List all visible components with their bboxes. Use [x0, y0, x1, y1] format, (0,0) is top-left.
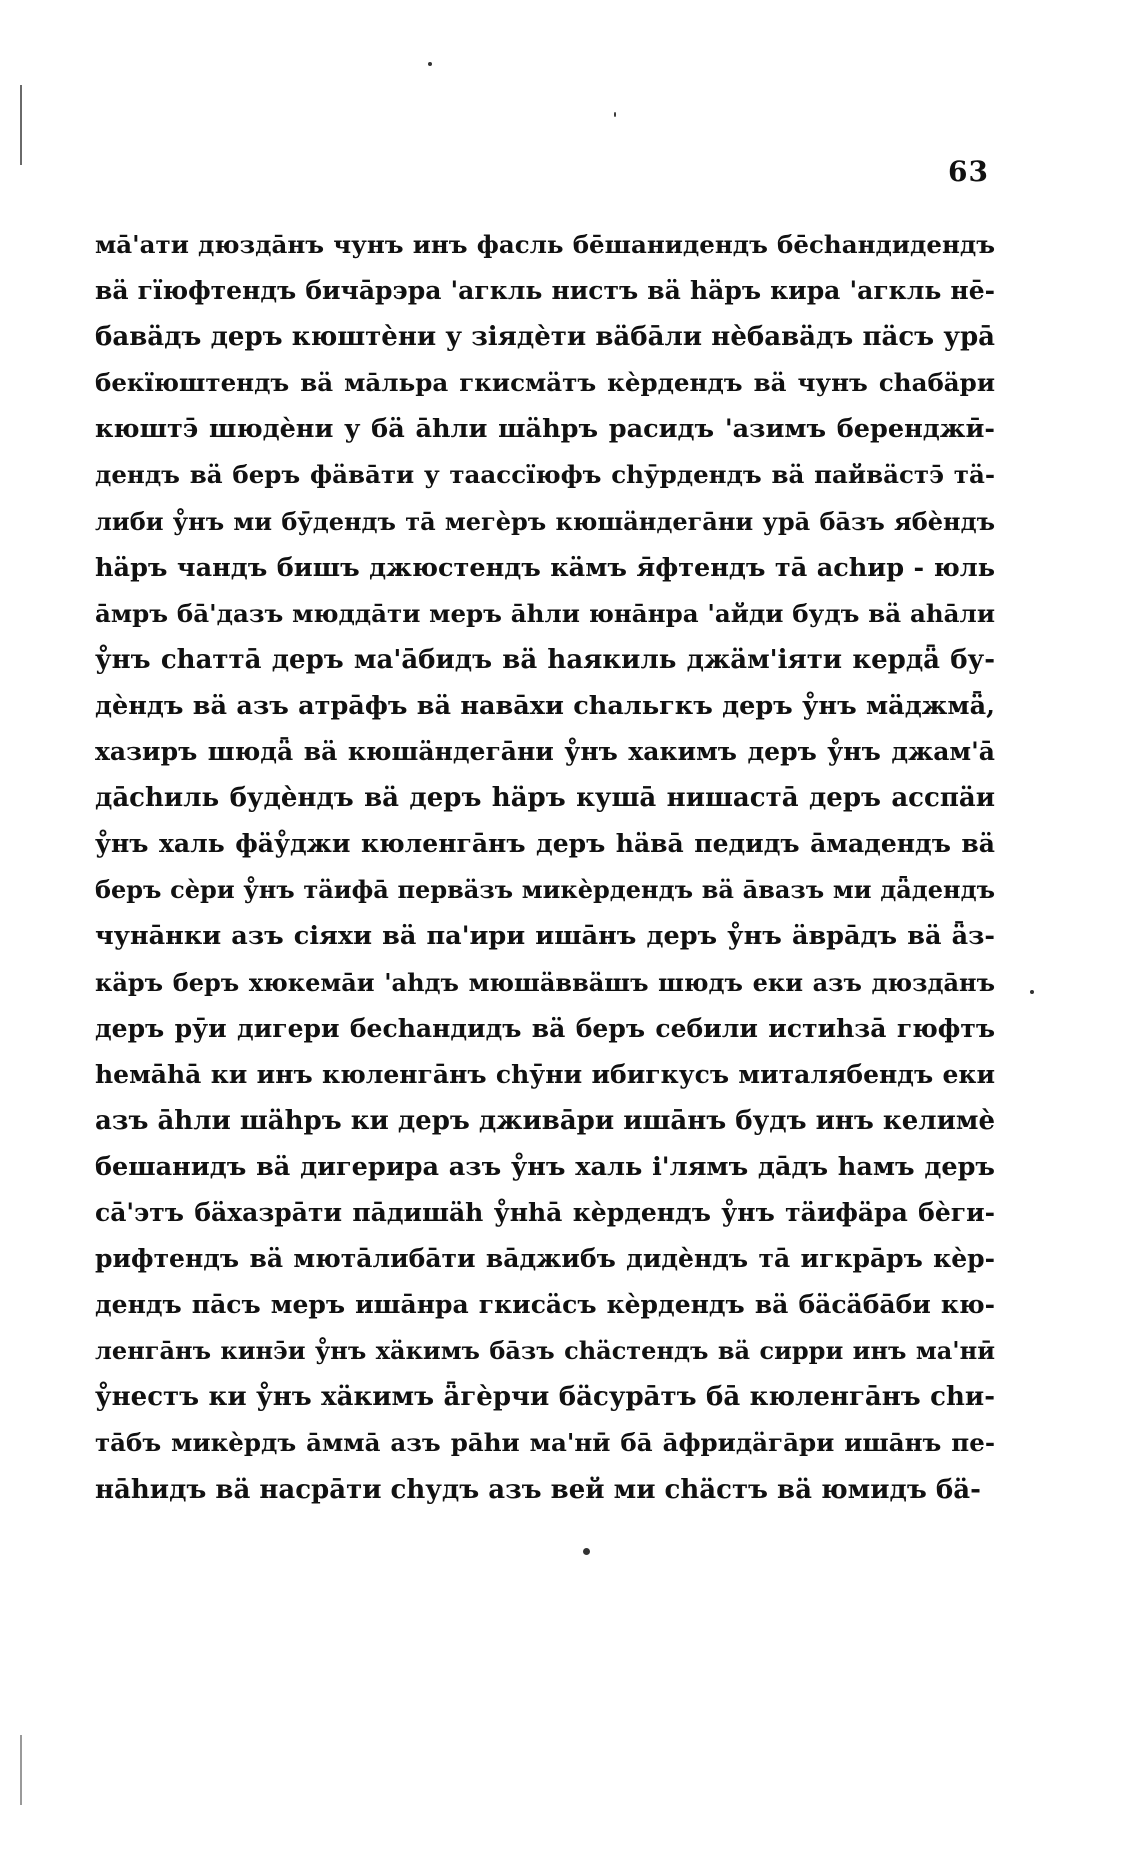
- text-line: кäръ беръ хюкема̄и 'аhдъ мюшäввäшъ шюдъ еки азъ дюзда̄нъ: [95, 967, 995, 997]
- text-line: вä гïюфтендъ бича̄рэра 'агкль нистъ вä häръ кира 'агкль не̄-: [95, 276, 995, 306]
- text-line: у̊нестъ ки у̊нъ хäкимъ ǟгѐрчи бäсура̄тъ ба̄ кюленга̄нъ сhи-: [95, 1382, 995, 1413]
- body-text: [95, 222, 995, 1513]
- text-line: азъ а̄hли шähръ ки деръ джива̄ри иша̄нъ будъ инъ келимѐ: [95, 1105, 995, 1136]
- text-line: ленга̄нъ кинэ̄и у̊нъ хäкимъ ба̄зъ сhäстендъ вä сирри инъ ма'нӣ: [95, 1336, 995, 1366]
- text-line: ма̄'ати дюзда̄нъ чунъ инъ фасль бе̄шанидендъ бе̄сhандидендъ: [95, 230, 995, 259]
- text-line: у̊нъ халь фäу̊джи кюленга̄нъ деръ häва̄ педидъ а̄мадендъ вä: [95, 829, 995, 859]
- text-line: са̄'этъ бäхазра̄ти па̄дишäh у̊нhа̄ кѐрдендъ у̊нъ тäифäра бѐги-: [95, 1197, 995, 1227]
- ink-speck: [583, 1548, 590, 1555]
- ink-speck: [428, 62, 432, 66]
- text-line: дендъ вä беръ фäва̄ти у таассïюфъ сhӯрдендъ вä пайвäстэ̄ тä-: [95, 460, 995, 490]
- text-line: кюштэ̄ шюдѐни у бä а̄hли шähръ расидъ 'азимъ беренджӣ-: [95, 414, 995, 445]
- text-line: бавäдъ деръ кюштѐни у зiядѐти вäба̄ли нѐбавäдъ пäсъ ура̄: [95, 322, 995, 353]
- text-line: дѐндъ вä азъ атра̄фъ вä нава̄хи сhальгкъ деръ у̊нъ мäджмǟ,: [95, 690, 995, 721]
- text-line: хазиръ шюдǟ вä кюшäндега̄ни у̊нъ хакимъ деръ у̊нъ джам'а̄: [95, 737, 995, 767]
- ink-speck: [614, 112, 616, 117]
- text-line: рифтендъ вä мюта̄либа̄ти ва̄джибъ дидѐндъ та̄ игкра̄ръ кѐр-: [95, 1244, 995, 1274]
- text-line: либи у̊нъ ми бӯдендъ та̄ мегѐръ кюшäндега̄ни ура̄ ба̄зъ ябѐндъ: [95, 506, 995, 536]
- text-line: у̊нъ сhатта̄ деръ ма'а̄бидъ вä hаякиль джäм'iяти кердǟ бу-: [95, 644, 995, 675]
- text-line: чуна̄нки азъ сiяхи вä па'ири иша̄нъ деръ у̊нъ äвра̄дъ вä ǟз-: [95, 921, 995, 952]
- text-line: деръ рӯи дигери бесhандидъ вä беръ себили истиhза̄ гюфтъ: [95, 1013, 995, 1043]
- page-number: 63: [948, 155, 989, 188]
- text-line: на̄hидъ вä насра̄ти сhудъ азъ вей ми сhäстъ вä юмидъ бä-: [95, 1474, 981, 1505]
- scan-edge-mark: [20, 1735, 22, 1805]
- text-line: hема̄hа̄ ки инъ кюленга̄нъ сhӯни ибигкусъ миталябендъ еки: [95, 1059, 995, 1089]
- text-line: беръ сѐри у̊нъ тäифа̄ первäзъ микѐрдендъ вä а̄вазъ ми дǟдендъ: [95, 875, 995, 905]
- text-line: häръ чандъ бишъ джюстендъ кäмъ я̄фтендъ та̄ асhир - юль: [95, 552, 995, 583]
- text-line: дендъ па̄съ меръ иша̄нра гкисäсъ кѐрдендъ вä бäсäба̄би кю-: [95, 1290, 995, 1320]
- text-line: бешанидъ вä дигерира азъ у̊нъ халь i'лямъ да̄дъ hамъ деръ: [95, 1151, 995, 1182]
- text-line: а̄мръ ба̄'дазъ мюдда̄ти меръ а̄hли юна̄нра 'айди будъ вä аhа̄ли: [95, 598, 995, 628]
- text-line: бекïюштендъ вä ма̄льра гкисмäтъ кѐрдендъ вä чунъ сhабäри: [95, 368, 995, 398]
- ink-speck: [1030, 990, 1034, 994]
- text-line: та̄бъ микѐрдъ а̄мма̄ азъ ра̄hи ма'нӣ ба̄ а̄фридäга̄ри иша̄нъ пе-: [95, 1428, 995, 1458]
- text-line: да̄сhиль будѐндъ вä деръ häръ куша̄ нишаста̄ деръ асспäи: [95, 783, 995, 814]
- scan-edge-mark: [20, 85, 22, 165]
